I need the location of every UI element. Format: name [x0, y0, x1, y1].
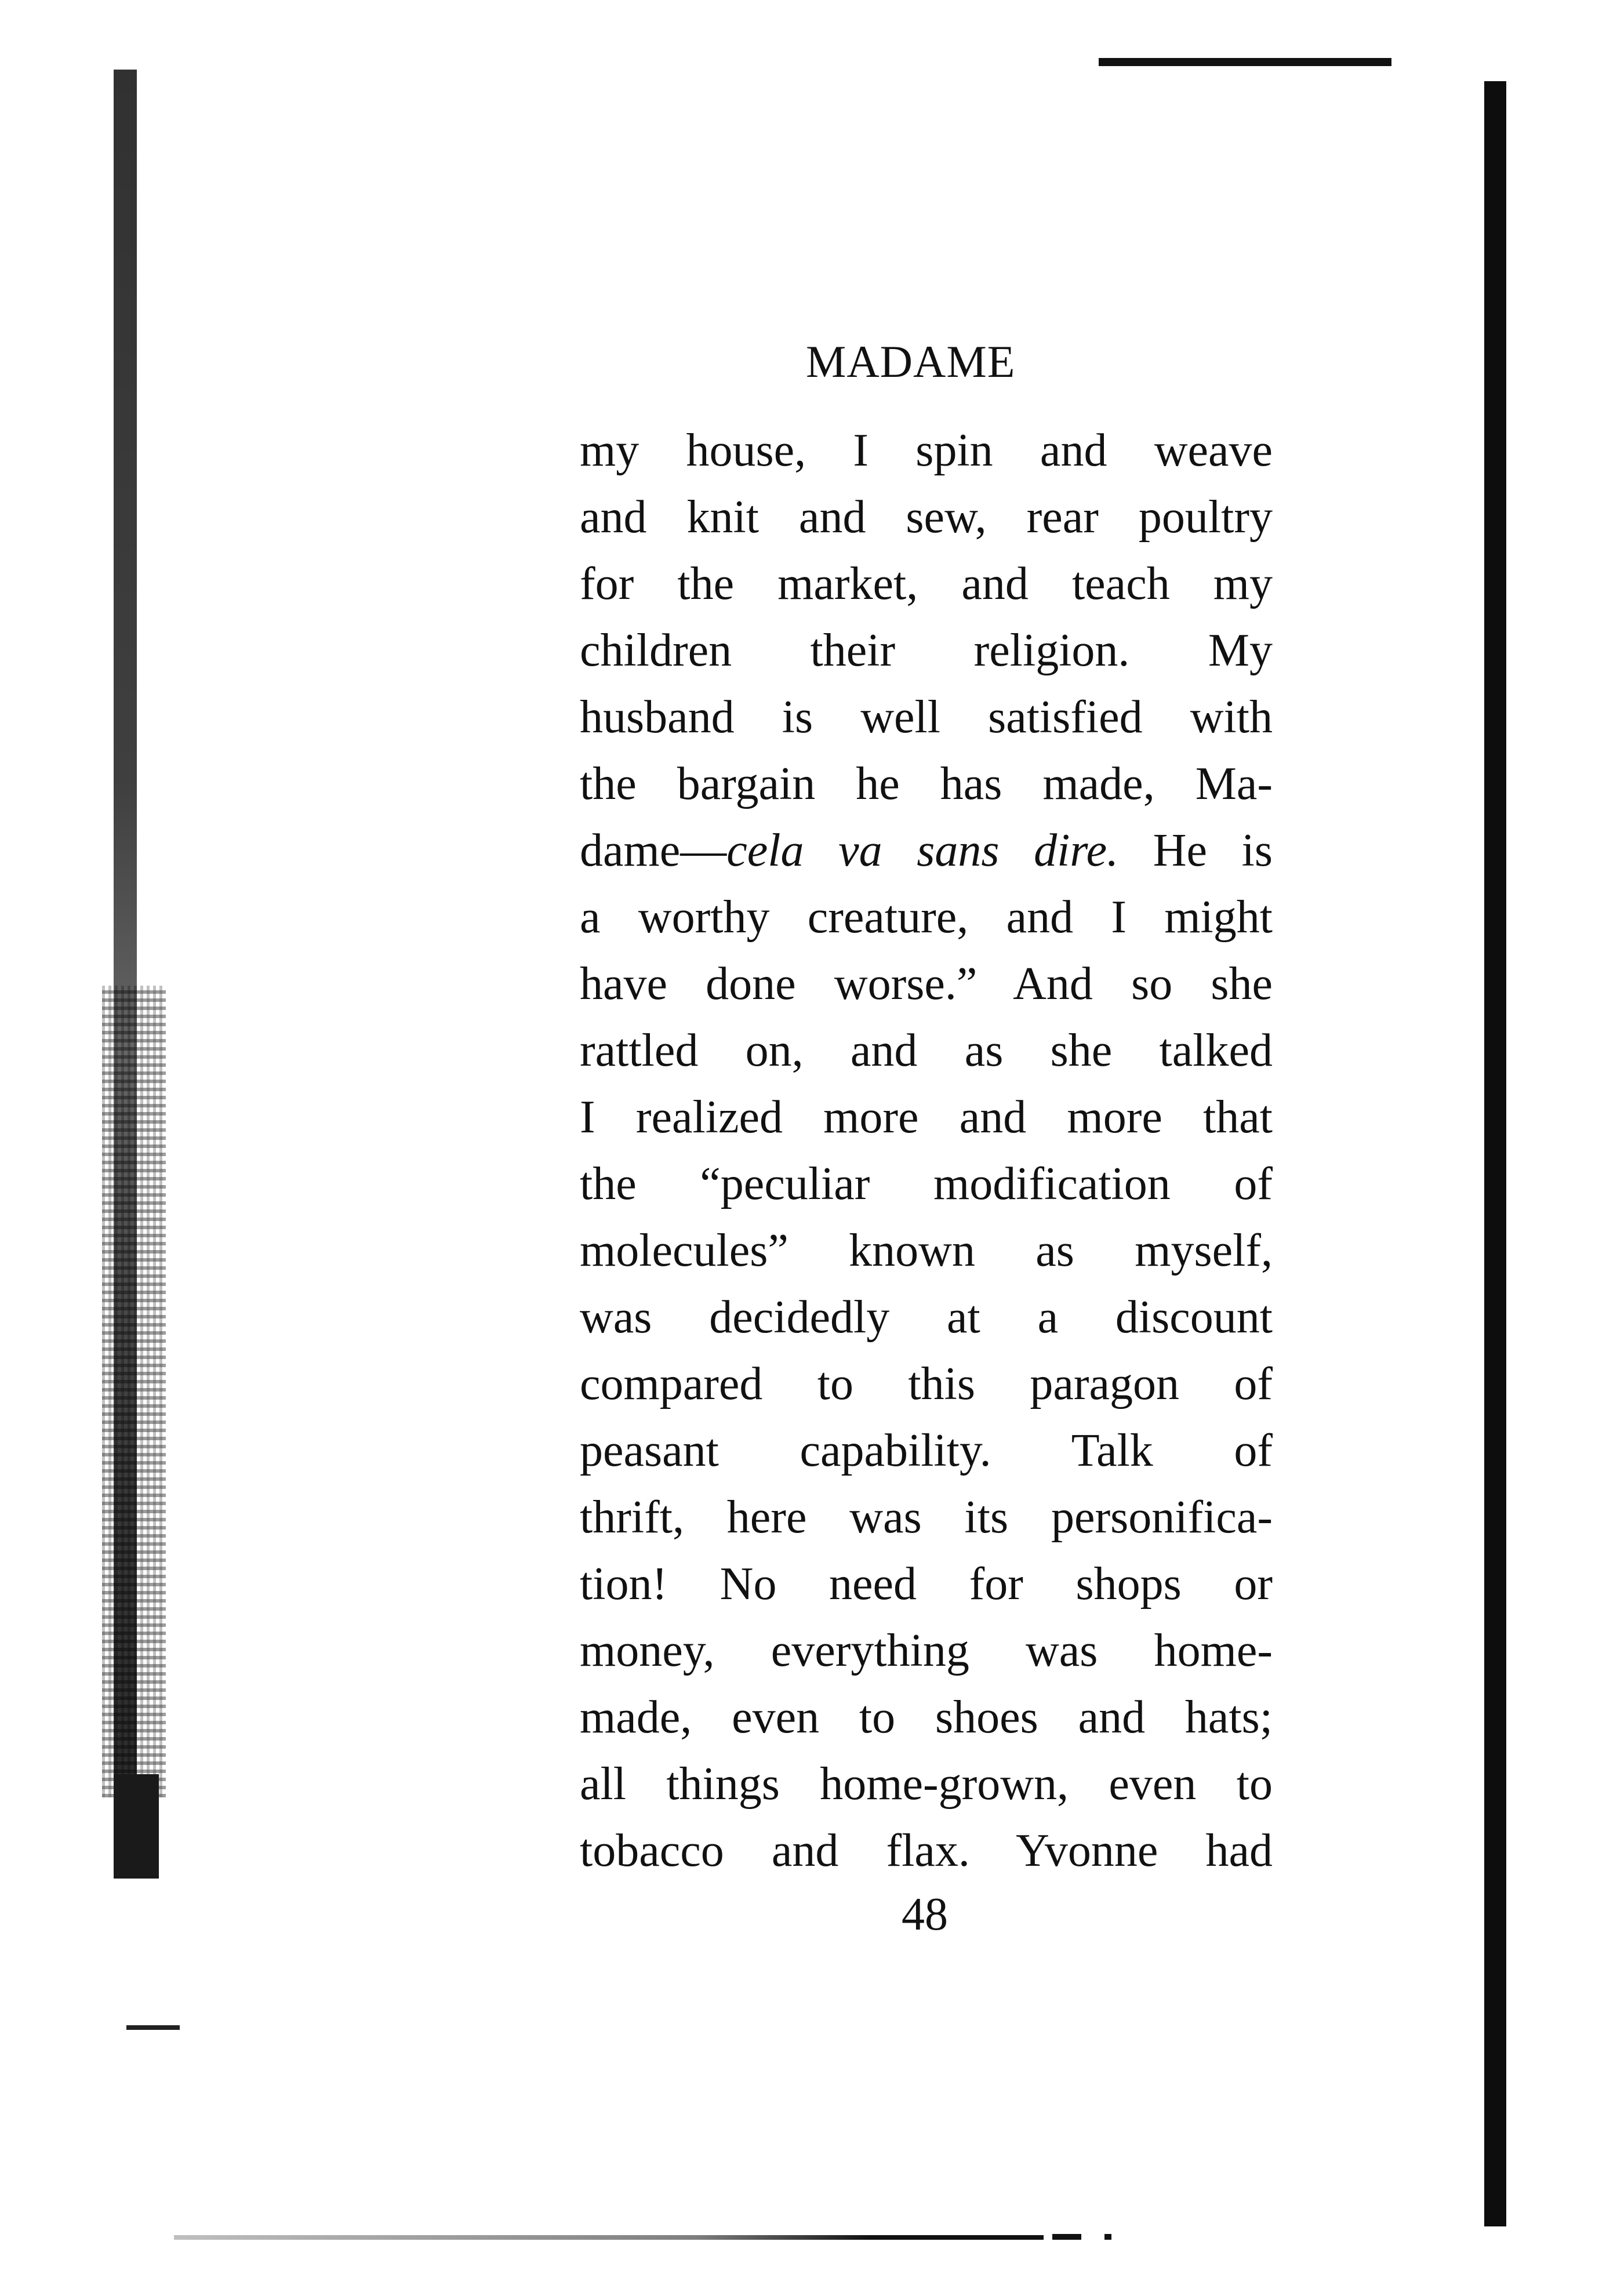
text-line: my house, I spin and weave	[580, 425, 1273, 476]
text-line: a worthy creature, and I might	[580, 892, 1273, 943]
text-line: all things home-grown, even to	[580, 1759, 1273, 1810]
text-line: compared to this paragon of	[580, 1358, 1273, 1409]
text-line: made, even to shoes and hats;	[580, 1692, 1273, 1743]
text-segment: He is	[1118, 825, 1273, 876]
page-number: 48	[902, 1889, 948, 1940]
italic-phrase: cela va sans dire.	[726, 825, 1119, 876]
scan-artifact-bottom-dot	[1104, 2234, 1111, 2240]
scan-artifact-left-dash	[126, 2025, 180, 2030]
text-line: peasant capability. Talk of	[580, 1425, 1273, 1476]
text-line: molecules” known as myself,	[580, 1225, 1273, 1276]
scan-artifact-right-edge	[1484, 81, 1506, 2226]
text-line: husband is well satisfied with	[580, 692, 1273, 743]
running-title: MADAME	[806, 336, 1016, 387]
scan-artifact-left-speckle	[102, 986, 166, 1797]
text-segment: dame—	[580, 825, 727, 876]
body-text	[580, 417, 1273, 1884]
text-line: tobacco and flax. Yvonne had	[580, 1825, 1273, 1876]
text-line: I realized more and more that	[580, 1092, 1273, 1143]
scan-artifact-bottom-dash	[1052, 2234, 1081, 2240]
scan-artifact-top-rule	[1099, 58, 1391, 66]
text-line: and knit and sew, rear poultry	[580, 492, 1273, 543]
scan-artifact-left-block	[114, 1774, 159, 1879]
text-line: children their religion. My	[580, 625, 1273, 676]
text-line: thrift, here was its personifica-	[580, 1492, 1273, 1543]
text-line: for the market, and teach my	[580, 558, 1273, 609]
scan-artifact-bottom-rule	[174, 2235, 1044, 2240]
text-line: have done worse.” And so she	[580, 958, 1273, 1009]
text-line: was decidedly at a discount	[580, 1292, 1273, 1343]
text-line: rattled on, and as she talked	[580, 1025, 1273, 1076]
text-line: the “peculiar modification of	[580, 1158, 1273, 1209]
text-line: money, everything was home-	[580, 1625, 1273, 1676]
text-line-italic-phrase	[580, 818, 1273, 884]
text-line: tion! No need for shops or	[580, 1558, 1273, 1610]
text-line: the bargain he has made, Ma-	[580, 758, 1273, 809]
